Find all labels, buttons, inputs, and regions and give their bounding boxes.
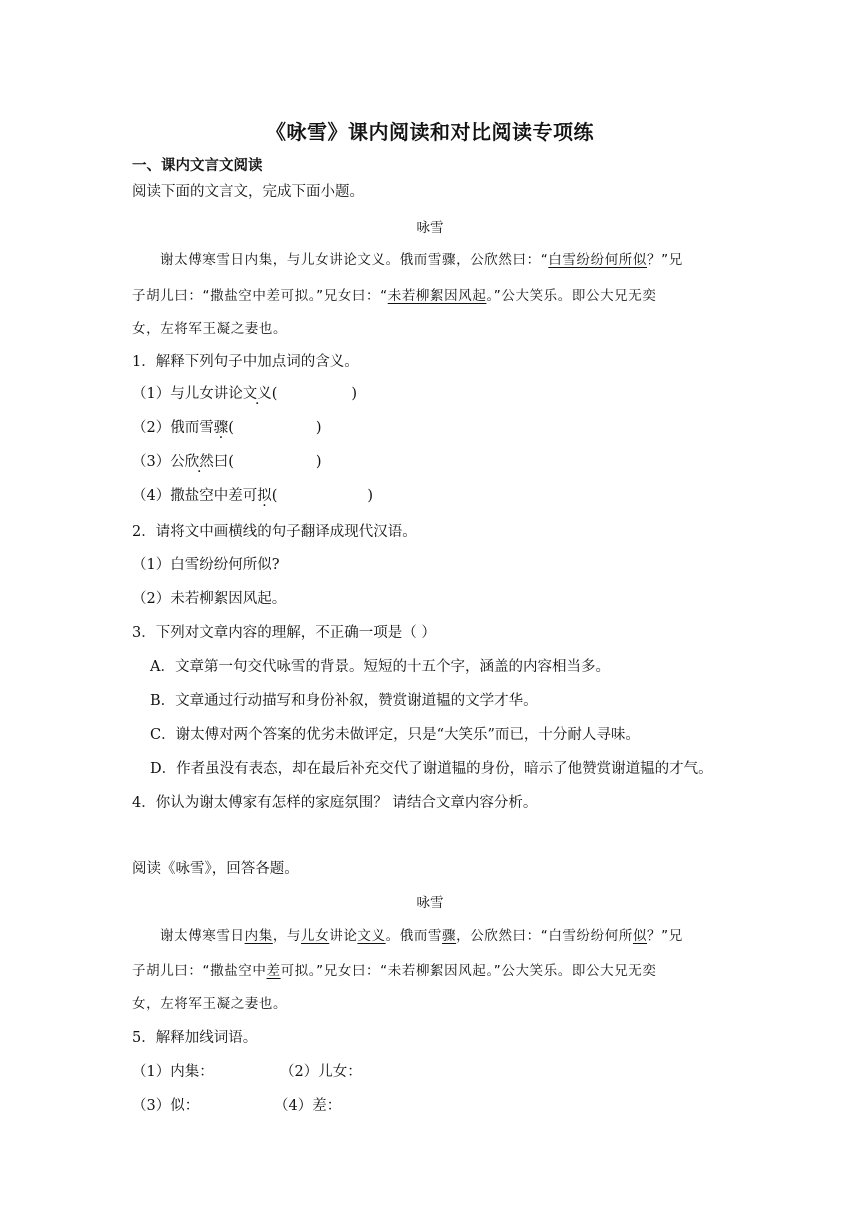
option-c: C．谢太傅对两个答案的优劣未做评定，只是“大笑乐”而已，十分耐人寻味。: [150, 727, 640, 743]
question-stem: 2．请将文中画横线的句子翻译成现代汉语。: [132, 524, 417, 540]
underlined-word: 似: [632, 928, 648, 944]
passage-line: 女，左将军王凝之妻也。: [132, 321, 288, 337]
passage-line: 谢太傅寒雪日内集，与儿女讲论文义。俄而雪骤，公欣然曰：“白雪纷纷何所似？”兄: [160, 252, 683, 268]
dotted-word: 欣然: [184, 454, 214, 470]
section-heading: 一、课内文言文阅读: [132, 157, 263, 174]
underlined-word: 骤: [442, 928, 457, 944]
question-item: （3）公欣然曰( ): [132, 454, 322, 470]
underlined-sentence: 未若柳絮因风起: [387, 288, 487, 304]
reading-instruction: 阅读《咏雪》，回答各题。: [132, 861, 299, 877]
question-stem: 4．你认为谢太傅家有怎样的家庭氛围？ 请结合文章内容分析。: [132, 795, 538, 811]
question-item: （2）儿女：: [280, 1064, 362, 1080]
question-item: （1）与儿女讲论文义( ): [132, 386, 358, 402]
option-a: A．文章第一句交代咏雪的背景。短短的十五个字，涵盖的内容相当多。: [150, 659, 610, 675]
question-item: （1）内集：: [132, 1064, 214, 1080]
question-stem: 1．解释下列句子中加点词的含义。: [132, 354, 359, 370]
option-b: B．文章通过行动描写和身份补叙，赞赏谢道韫的文学才华。: [150, 693, 538, 709]
dotted-word: 骤: [213, 420, 229, 436]
passage-line: 子胡儿曰：“撒盐空中差可拟。”兄女曰：“未若柳絮因风起。”公大笑乐。即公大兄无奕: [132, 963, 657, 979]
passage-title: 咏雪: [416, 895, 444, 911]
passage-line: 谢太傅寒雪日内集，与儿女讲论文义。俄而雪骤，公欣然曰：“白雪纷纷何所似？”兄: [160, 928, 683, 944]
dotted-word: 文义: [242, 386, 272, 402]
underlined-word: 儿女: [301, 928, 330, 944]
question-item: （3）似：: [132, 1098, 200, 1114]
question-item: （2）未若柳絮因风起。: [132, 591, 287, 607]
question-item: （1）白雪纷纷何所似?: [132, 557, 280, 573]
dotted-word: 拟: [257, 488, 272, 504]
question-item: （2）俄而雪骤( ): [132, 420, 322, 436]
underlined-word: 内集: [244, 928, 273, 944]
passage-line: 女，左将军王凝之妻也。: [132, 996, 288, 1012]
question-item: （4）撒盐空中差可拟( ): [132, 488, 374, 504]
underlined-word: 文义: [357, 928, 386, 944]
reading-instruction: 阅读下面的文言文，完成下面小题。: [132, 184, 364, 200]
question-stem: 5．解释加线词语。: [132, 1030, 258, 1046]
question-stem: 3．下列对文章内容的理解，不正确一项是（ ）: [132, 625, 436, 641]
passage-title: 咏雪: [416, 220, 444, 236]
underlined-sentence: 白雪纷纷何所似: [548, 252, 647, 268]
option-d: D．作者虽没有表态，却在最后补充交代了谢道韫的身份，暗示了他赞赏谢道韫的才气。: [150, 761, 713, 777]
underlined-word: 差: [266, 963, 281, 979]
passage-line: 子胡儿曰：“撒盐空中差可拟。”兄女曰：“未若柳絮因风起。”公大笑乐。即公大兄无奕: [132, 288, 657, 304]
question-item: （4）差：: [274, 1098, 342, 1114]
page-title: 《咏雪》课内阅读和对比阅读专项练: [266, 120, 594, 144]
